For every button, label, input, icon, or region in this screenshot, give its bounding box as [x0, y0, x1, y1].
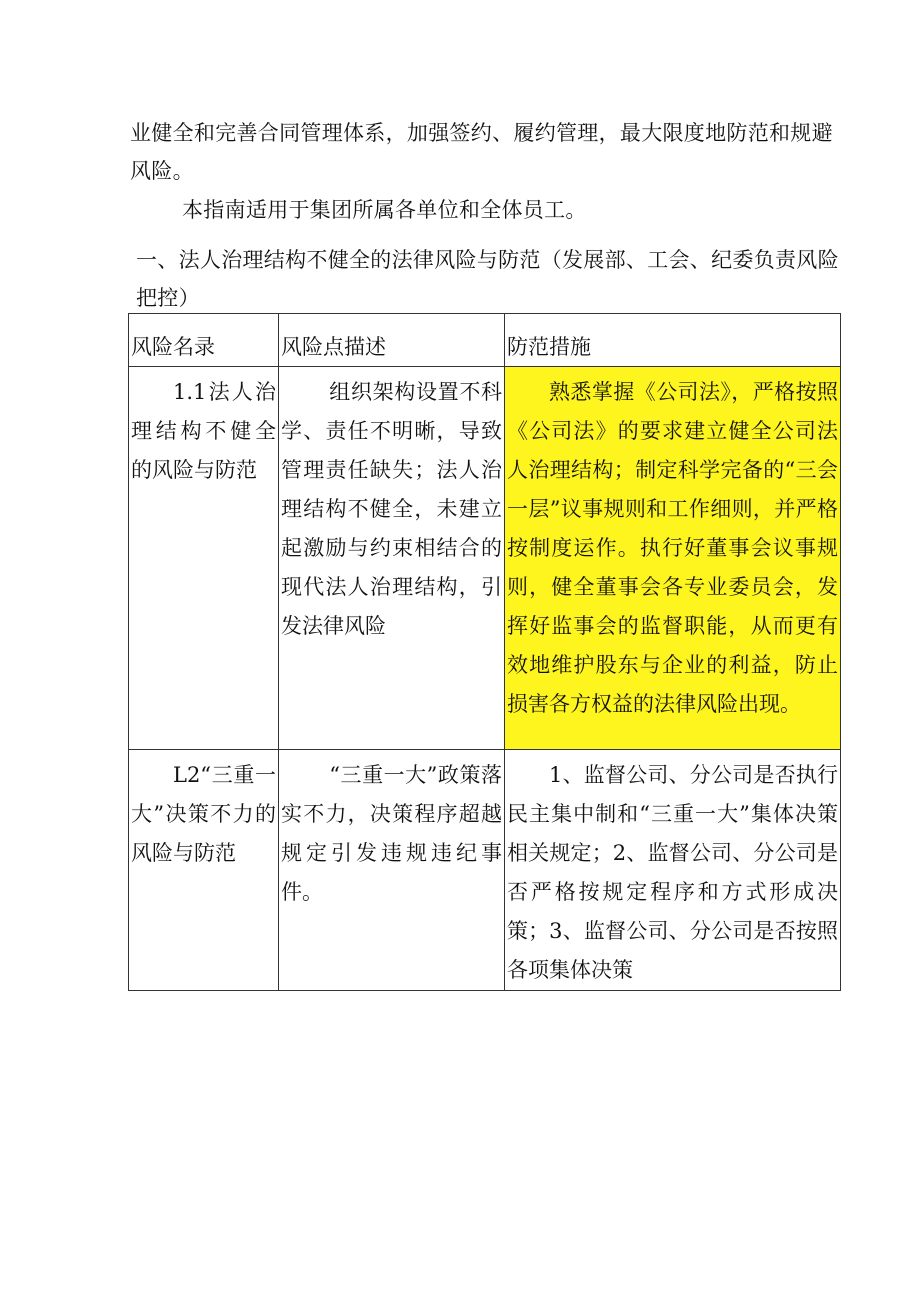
header-risk-name: 风险名录 — [129, 314, 279, 367]
risk-measures-cell-highlighted — [505, 367, 841, 750]
risk-name-cell — [129, 750, 279, 991]
intro-paragraph — [130, 114, 842, 190]
risk-name: L2“三重一大”决策不力的风险与防范 — [131, 763, 276, 865]
risk-description-cell — [279, 750, 505, 991]
header-risk-measures: 防范措施 — [505, 314, 841, 367]
header-risk-description: 风险点描述 — [279, 314, 505, 367]
risk-table — [128, 313, 841, 991]
table-header-row — [129, 314, 841, 367]
risk-measures: 1、监督公司、分公司是否执行民主集中制和“三重一大”集体决策相关规定；2、监督公司、分公司是否严格按规定程序和方式形成决策；3、监督公司、分公司是否按照各项集体决策 — [507, 763, 838, 982]
risk-description: 组织架构设置不科学、责任不明晰，导致管理责任缺失；法人治理结构不健全，未建立起激励与约束相结合的现代法人治理结构，引发法律风险 — [281, 380, 502, 638]
table-row — [129, 750, 841, 991]
section-heading — [136, 241, 842, 317]
scope-text: 本指南适用于集团所属各单位和全体员工。 — [182, 198, 587, 222]
risk-measures: 熟悉掌握《公司法》，严格按照《公司法》的要求建立健全公司法人治理结构；制定科学完备的“三会一层”议事规则和工作细则，并严格按制度运作。执行好董事会议事规则，健全董事会各专业委员会，发挥好监事会的监督职能，从而更有效地维护股东与企业的利益，防止损害各方权益的法律风险出现。 — [507, 380, 838, 716]
section-heading-text: 一、法人治理结构不健全的法律风险与防范（发展部、工会、纪委负责风险把控） — [136, 248, 839, 310]
risk-description: “三重一大”政策落实不力，决策程序超越规定引发违规违纪事件。 — [281, 763, 502, 904]
intro-text: 业健全和完善合同管理体系，加强签约、履约管理，最大限度地防范和规避风险。 — [130, 121, 833, 183]
table-row — [129, 367, 841, 750]
risk-name-cell — [129, 367, 279, 750]
risk-name: 1.1法人治理结构不健全的风险与防范 — [131, 380, 276, 482]
scope-paragraph — [182, 191, 894, 229]
risk-description-cell — [279, 367, 505, 750]
risk-measures-cell — [505, 750, 841, 991]
